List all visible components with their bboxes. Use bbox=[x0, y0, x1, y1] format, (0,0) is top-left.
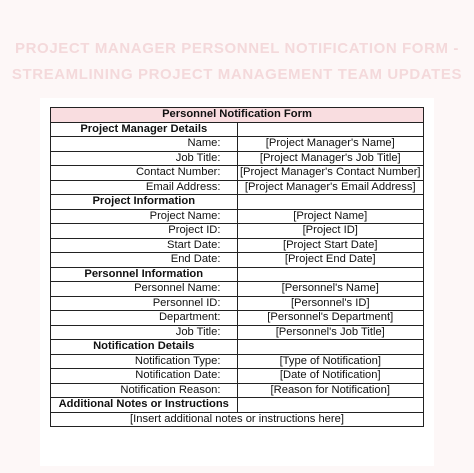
empty-cell bbox=[237, 267, 424, 282]
form-header-row bbox=[51, 108, 424, 123]
section-row bbox=[51, 195, 424, 210]
field-label: Project ID: bbox=[51, 224, 238, 239]
page-title-line-2: STREAMLINING PROJECT MANAGEMENT TEAM UPDATES bbox=[11, 66, 463, 83]
form-sheet bbox=[40, 98, 434, 466]
table-row bbox=[51, 354, 424, 369]
field-value[interactable]: [Project End Date] bbox=[237, 253, 424, 268]
empty-cell bbox=[237, 195, 424, 210]
field-label: Name: bbox=[51, 137, 238, 152]
field-label: Email Address: bbox=[51, 180, 238, 195]
field-value[interactable]: [Project ID] bbox=[237, 224, 424, 239]
section-title-additional-notes: Additional Notes or Instructions bbox=[51, 398, 238, 413]
field-value[interactable]: [Personnel's Name] bbox=[237, 282, 424, 297]
personnel-notification-form bbox=[50, 107, 424, 427]
field-label: Job Title: bbox=[51, 151, 238, 166]
section-row bbox=[51, 122, 424, 137]
table-row bbox=[51, 369, 424, 384]
table-row bbox=[51, 282, 424, 297]
table-row bbox=[51, 383, 424, 398]
notes-row bbox=[51, 412, 424, 427]
field-label: Notification Type: bbox=[51, 354, 238, 369]
field-label: Project Name: bbox=[51, 209, 238, 224]
table-row bbox=[51, 151, 424, 166]
empty-cell bbox=[237, 122, 424, 137]
field-value[interactable]: [Project Manager's Name] bbox=[237, 137, 424, 152]
section-row bbox=[51, 340, 424, 355]
section-row bbox=[51, 267, 424, 282]
field-label: Notification Reason: bbox=[51, 383, 238, 398]
table-row bbox=[51, 253, 424, 268]
table-row bbox=[51, 166, 424, 181]
section-row bbox=[51, 398, 424, 413]
empty-cell bbox=[237, 340, 424, 355]
section-title-notification-details: Notification Details bbox=[51, 340, 238, 355]
field-label: Notification Date: bbox=[51, 369, 238, 384]
field-label: Job Title: bbox=[51, 325, 238, 340]
field-value[interactable]: [Project Start Date] bbox=[237, 238, 424, 253]
table-row bbox=[51, 209, 424, 224]
table-row bbox=[51, 296, 424, 311]
field-value[interactable]: [Date of Notification] bbox=[237, 369, 424, 384]
page-title-line-1: PROJECT MANAGER PERSONNEL NOTIFICATION FORM - bbox=[15, 40, 459, 57]
field-value[interactable]: [Type of Notification] bbox=[237, 354, 424, 369]
table-row bbox=[51, 224, 424, 239]
section-title-personnel-information: Personnel Information bbox=[51, 267, 238, 282]
table-row bbox=[51, 238, 424, 253]
empty-cell bbox=[237, 398, 424, 413]
form-header: Personnel Notification Form bbox=[51, 108, 424, 123]
field-value[interactable]: [Personnel's Job Title] bbox=[237, 325, 424, 340]
page-title bbox=[0, 36, 474, 88]
field-label: Start Date: bbox=[51, 238, 238, 253]
table-row bbox=[51, 137, 424, 152]
field-value[interactable]: [Personnel's Department] bbox=[237, 311, 424, 326]
field-value[interactable]: [Project Name] bbox=[237, 209, 424, 224]
table-row bbox=[51, 311, 424, 326]
section-title-project-manager: Project Manager Details bbox=[51, 122, 238, 137]
table-row bbox=[51, 180, 424, 195]
field-label: Personnel Name: bbox=[51, 282, 238, 297]
field-label: End Date: bbox=[51, 253, 238, 268]
field-value[interactable]: [Project Manager's Job Title] bbox=[237, 151, 424, 166]
notes-field[interactable]: [Insert additional notes or instructions here] bbox=[51, 412, 424, 427]
field-label: Department: bbox=[51, 311, 238, 326]
field-value[interactable]: [Reason for Notification] bbox=[237, 383, 424, 398]
section-title-project-information: Project Information bbox=[51, 195, 238, 210]
table-row bbox=[51, 325, 424, 340]
field-label: Contact Number: bbox=[51, 166, 238, 181]
field-label: Personnel ID: bbox=[51, 296, 238, 311]
field-value[interactable]: [Project Manager's Contact Number] bbox=[237, 166, 424, 181]
field-value[interactable]: [Project Manager's Email Address] bbox=[237, 180, 424, 195]
field-value[interactable]: [Personnel's ID] bbox=[237, 296, 424, 311]
